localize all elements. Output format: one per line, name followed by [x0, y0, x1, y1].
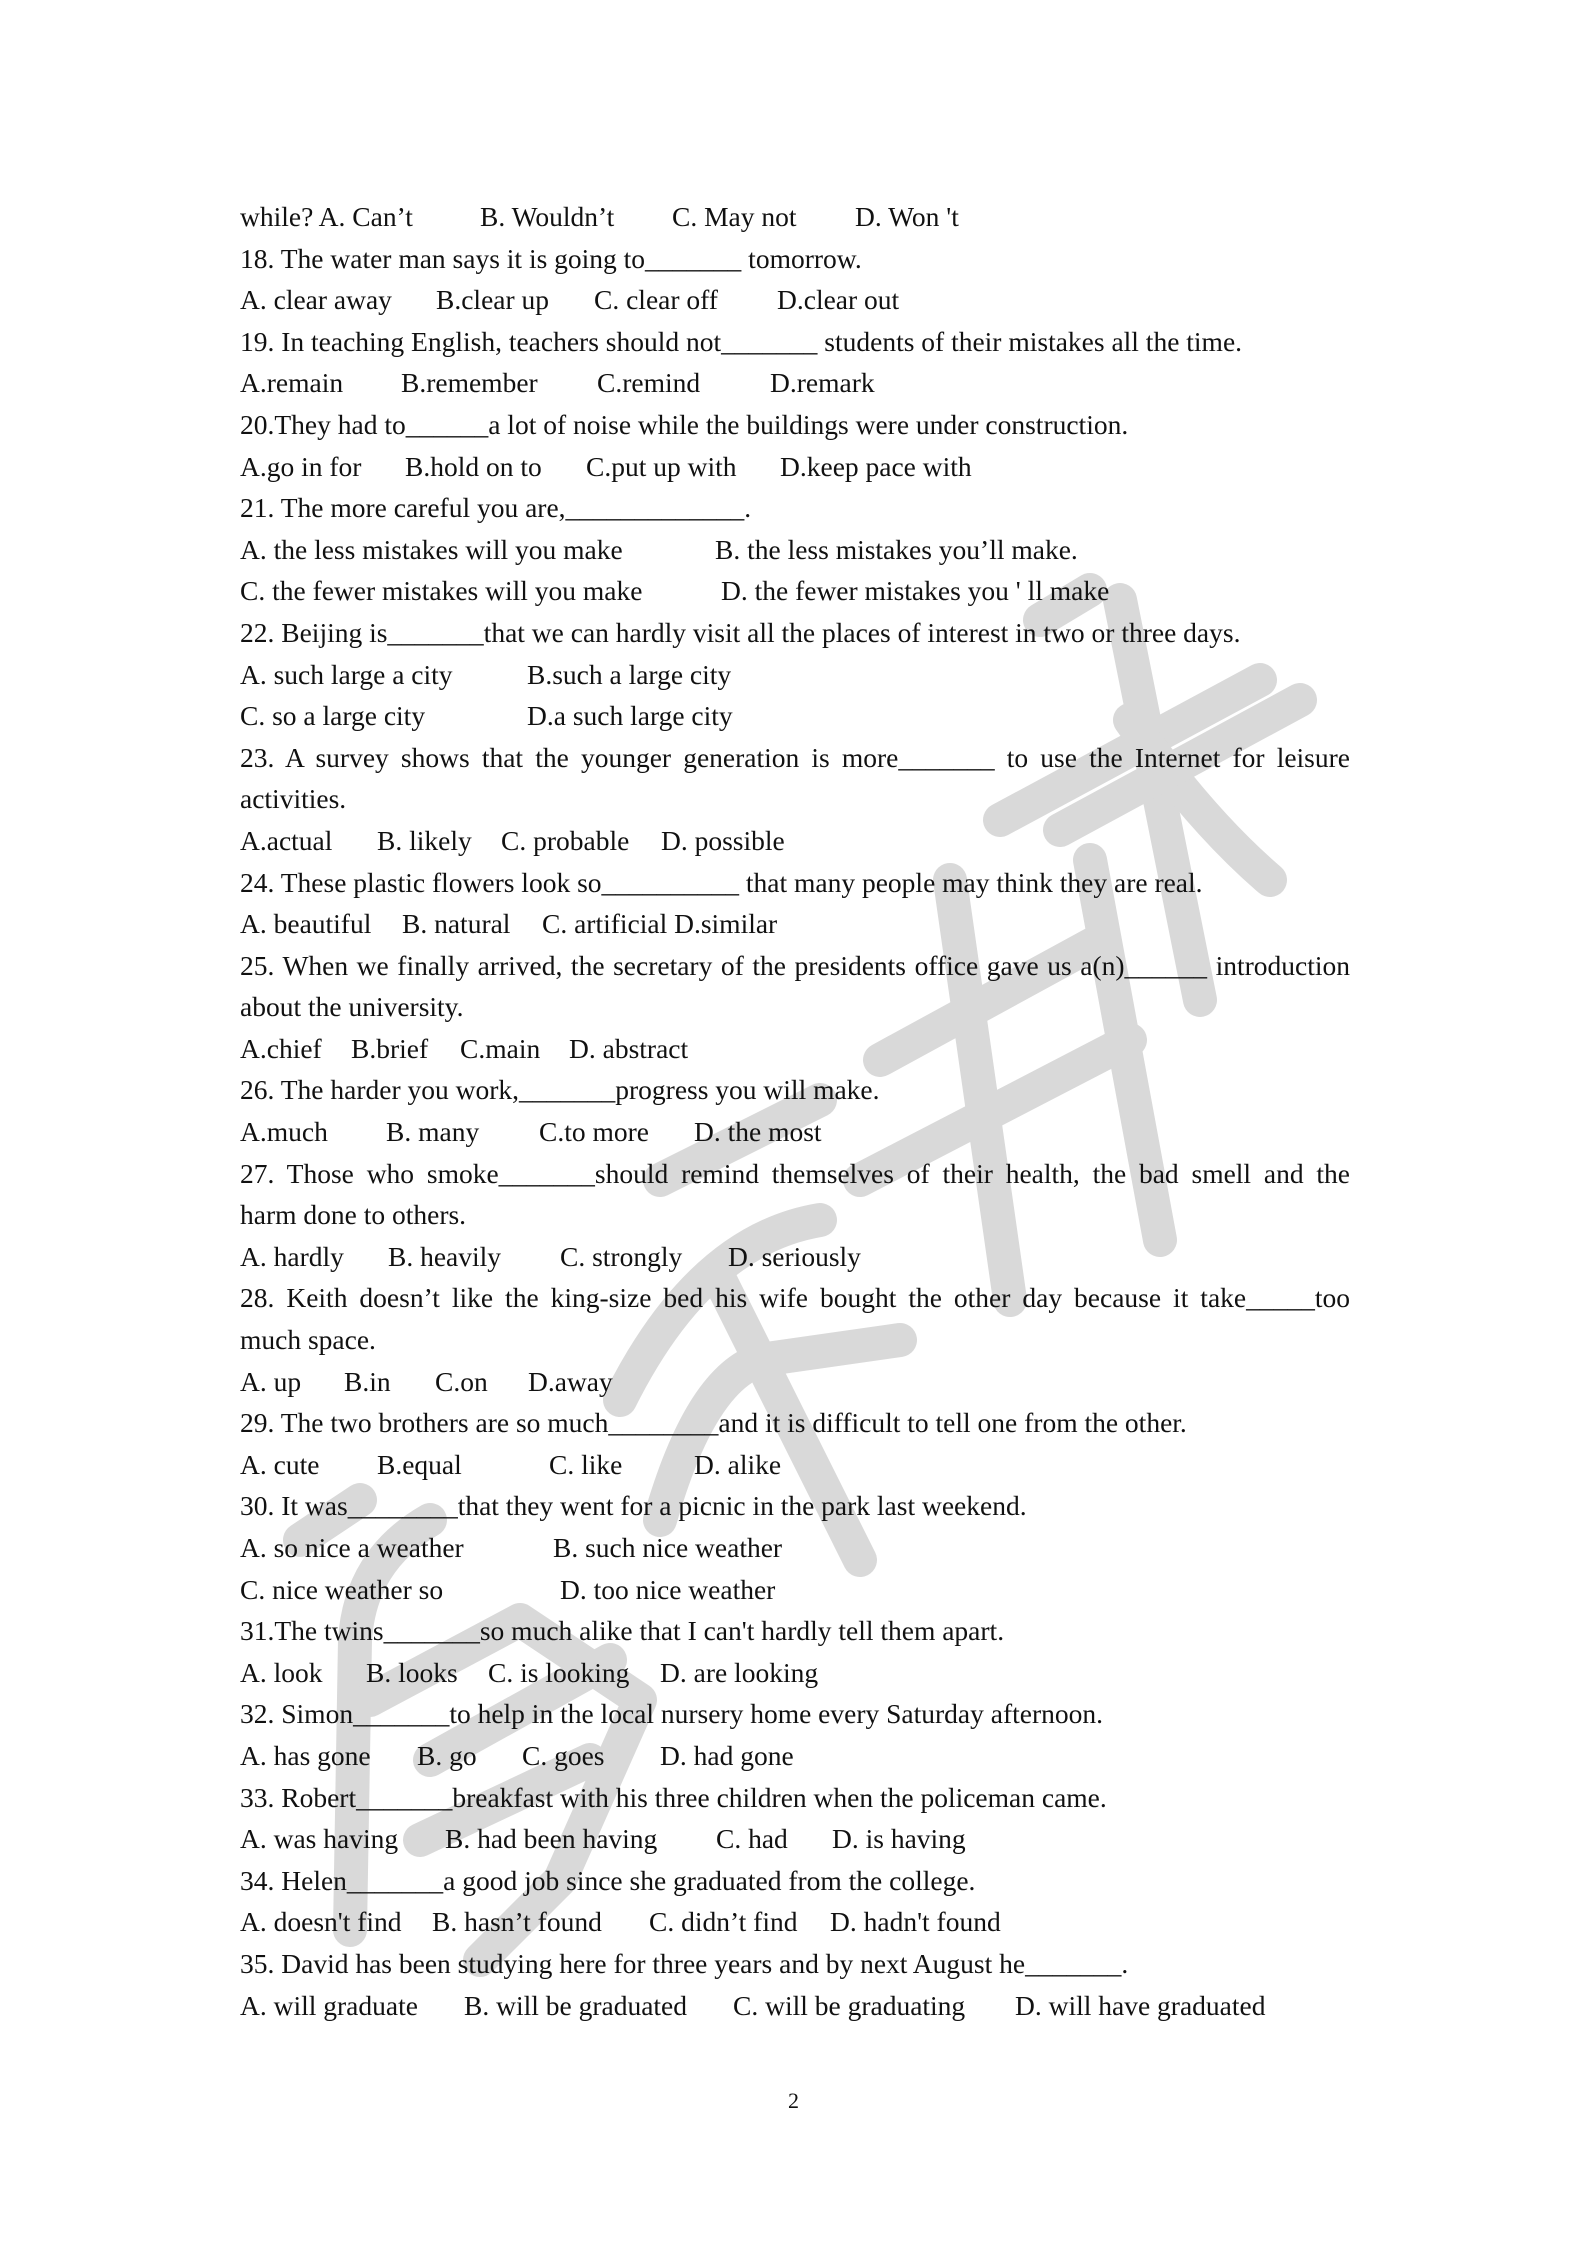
- answer-option: B.brief: [351, 1032, 429, 1064]
- answer-option: B.clear up: [436, 284, 550, 316]
- answer-options-line: [240, 695, 1350, 737]
- answer-option: A. so nice a weather: [240, 1532, 464, 1563]
- answer-option: D.remark: [770, 367, 875, 399]
- answer-option: D.keep pace with: [780, 450, 972, 482]
- answer-options-line: [240, 1652, 1350, 1694]
- answer-option: C.main: [460, 1032, 541, 1064]
- answer-option: C. May not: [672, 201, 797, 232]
- answer-option: B.such a large city: [527, 658, 732, 690]
- answer-options-line: [240, 654, 1350, 696]
- answer-option: D. abstract: [569, 1032, 689, 1064]
- answer-options-line: [240, 1985, 1350, 2027]
- answer-options-line: [240, 570, 1350, 612]
- answer-option: A. up: [240, 1365, 302, 1397]
- question-text-line: 28. Keith doesn’t like the king-size bed his wife bought the other day because it take_____too: [240, 1282, 1350, 1314]
- question-text-line: 19. In teaching English, teachers should not_______ students of their mistakes all the time.: [240, 325, 1243, 357]
- answer-options-line: [240, 1901, 1350, 1943]
- question-text-line: 31.The twins_______so much alike that I can't hardly tell them apart.: [240, 1615, 1005, 1647]
- answer-option: A. cute: [240, 1448, 320, 1480]
- answer-option: B.equal: [377, 1448, 462, 1480]
- answer-option: A.actual: [240, 824, 333, 856]
- answer-option: A. doesn't find: [240, 1906, 402, 1938]
- answer-option: A. has gone: [240, 1739, 371, 1771]
- answer-option: C. will be graduating: [733, 1989, 966, 2021]
- question-text-line: 30. It was________that they went for a picnic in the park last weekend.: [240, 1490, 1027, 1522]
- question-text-line: harm done to others.: [240, 1199, 467, 1231]
- question-text-line: 34. Helen_______a good job since she graduated from the college.: [240, 1864, 976, 1896]
- question-text-line: 26. The harder you work,_______progress you will make.: [240, 1074, 880, 1106]
- answer-option: B. such nice weather: [553, 1532, 783, 1563]
- question-text-line: much space.: [240, 1324, 376, 1356]
- answer-option: C. strongly: [560, 1240, 683, 1272]
- answer-option: B. had been having: [445, 1823, 658, 1855]
- answer-option: A. beautiful: [240, 908, 372, 940]
- answer-option: A.go in for: [240, 450, 362, 482]
- page-number: 2: [788, 2088, 799, 2113]
- answer-options-line: [240, 1818, 1350, 1860]
- answer-option: B. looks: [366, 1656, 458, 1688]
- question-text-line: 23. A survey shows that the younger generation is more_______ to use the Internet for leisure: [240, 741, 1350, 773]
- question-text-line: 29. The two brothers are so much________and it is difficult to tell one from the other.: [240, 1407, 1187, 1439]
- answer-option: A. look: [240, 1656, 323, 1688]
- answer-option: C. didn’t find: [649, 1906, 798, 1938]
- answer-options-line: [240, 1569, 1350, 1611]
- question-text-line: 21. The more careful you are,_____________.: [240, 492, 752, 524]
- question-text-line: 33. Robert_______breakfast with his three children when the policeman came.: [240, 1781, 1107, 1813]
- answer-option: A. the less mistakes will you make: [240, 533, 623, 565]
- answer-option: A. hardly: [240, 1240, 344, 1272]
- answer-option: D. Won 't: [855, 201, 959, 232]
- question-text-line: 20.They had to______a lot of noise while the buildings were under construction.: [240, 408, 1129, 440]
- answer-option: C. probable: [501, 824, 630, 856]
- question-text-line: 22. Beijing is_______that we can hardly visit all the places of interest in two or three days.: [240, 616, 1241, 648]
- answer-option: A.much: [240, 1116, 328, 1148]
- answer-option: B. likely: [377, 824, 472, 856]
- answer-options-line: [240, 446, 1350, 488]
- answer-option: D. alike: [694, 1448, 782, 1480]
- answer-options-line: [240, 1111, 1350, 1153]
- question-list: [240, 196, 1350, 2026]
- answer-options-line: [240, 1361, 1350, 1403]
- answer-option: C.remind: [597, 367, 701, 399]
- answer-options-line: [240, 1028, 1350, 1070]
- answer-option: B.remember: [401, 367, 538, 399]
- answer-option: C. artificial D.similar: [542, 908, 778, 940]
- answer-option: D. too nice weather: [560, 1573, 776, 1605]
- answer-option: while? A. Can’t: [240, 201, 413, 232]
- question-text-line: 27. Those who smoke_______should remind themselves of their health, the bad smell and the: [240, 1157, 1350, 1189]
- question-text-line: 25. When we finally arrived, the secretary of the presidents office gave us a(n)______ introduction: [240, 949, 1350, 981]
- answer-options-line: [240, 1527, 1350, 1569]
- answer-options-line: [240, 362, 1350, 404]
- answer-option: C.on: [435, 1365, 488, 1397]
- answer-option: B.hold on to: [405, 450, 542, 482]
- answer-options-line: [240, 279, 1350, 321]
- answer-option: C. clear off: [594, 284, 718, 316]
- answer-options-line: [240, 529, 1350, 571]
- answer-option: D.away: [528, 1365, 613, 1397]
- answer-option: B. hasn’t found: [432, 1906, 602, 1938]
- answer-option: B.in: [344, 1365, 391, 1397]
- answer-option: D. is having: [832, 1823, 966, 1855]
- answer-option: C. like: [549, 1448, 623, 1480]
- answer-option: B. Wouldn’t: [480, 201, 615, 232]
- answer-option: D. the fewer mistakes you ' ll make: [721, 575, 1110, 607]
- answer-option: A. such large a city: [240, 658, 453, 690]
- answer-option: C.to more: [539, 1116, 649, 1148]
- answer-option: B. natural: [402, 908, 511, 940]
- answer-options-line: [240, 903, 1350, 945]
- answer-option: B. many: [386, 1116, 480, 1148]
- answer-options-line: [240, 1444, 1350, 1486]
- answer-option: B. the less mistakes you’ll make.: [715, 533, 1078, 565]
- answer-options-line: [240, 820, 1350, 862]
- question-text-line: activities.: [240, 783, 347, 815]
- answer-option: C. goes: [522, 1739, 605, 1771]
- answer-option: A. will graduate: [240, 1989, 418, 2021]
- answer-option: D. hadn't found: [830, 1906, 1001, 1938]
- answer-option: C.put up with: [586, 450, 737, 482]
- question-text-line: 18. The water man says it is going to_______ tomorrow.: [240, 242, 862, 274]
- answer-options-line: [240, 196, 1350, 238]
- answer-option: A. was having: [240, 1823, 399, 1855]
- answer-option: C. the fewer mistakes will you make: [240, 575, 643, 607]
- answer-option: A.chief: [240, 1032, 322, 1064]
- answer-option: D. the most: [694, 1116, 822, 1148]
- answer-option: B. go: [417, 1739, 477, 1771]
- answer-option: D.clear out: [777, 284, 900, 316]
- answer-options-line: [240, 1735, 1350, 1777]
- answer-option: C. so a large city: [240, 700, 426, 732]
- answer-option: D. seriously: [728, 1240, 861, 1272]
- answer-option: D.a such large city: [527, 700, 733, 732]
- question-text-line: 32. Simon_______to help in the local nursery home every Saturday afternoon.: [240, 1698, 1104, 1730]
- answer-option: B. will be graduated: [464, 1989, 687, 2021]
- answer-option: D. are looking: [660, 1656, 819, 1688]
- answer-option: A.remain: [240, 367, 344, 399]
- answer-option: D. will have graduated: [1015, 1989, 1266, 2021]
- answer-option: C. is looking: [488, 1656, 630, 1688]
- answer-options-line: [240, 1236, 1350, 1278]
- answer-option: C. nice weather so: [240, 1573, 444, 1605]
- answer-option: D. had gone: [660, 1739, 794, 1771]
- answer-option: B. heavily: [388, 1240, 502, 1272]
- question-text-line: 24. These plastic flowers look so__________ that many people may think they are real.: [240, 866, 1203, 898]
- question-text-line: about the university.: [240, 991, 464, 1023]
- answer-option: A. clear away: [240, 284, 392, 316]
- question-text-line: 35. David has been studying here for three years and by next August he_______.: [240, 1947, 1129, 1979]
- answer-option: D. possible: [661, 824, 785, 856]
- answer-option: C. had: [716, 1823, 788, 1855]
